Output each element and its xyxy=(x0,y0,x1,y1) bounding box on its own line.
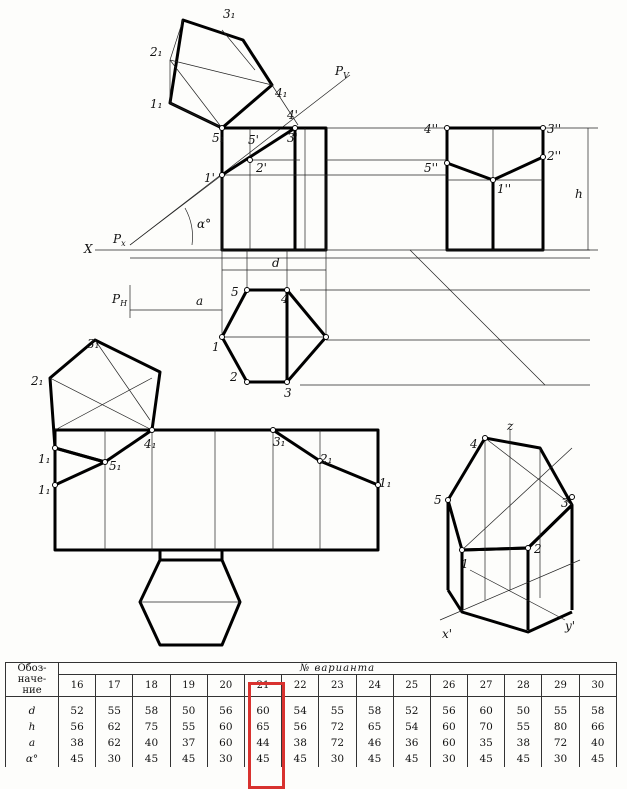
svg-text:3: 3 xyxy=(561,496,569,510)
svg-text:1'': 1'' xyxy=(497,182,512,196)
svg-text:2₁: 2₁ xyxy=(150,45,163,59)
value-cell: 45 xyxy=(282,751,319,767)
value-cell: 55 xyxy=(170,719,207,735)
row-symbol-cell: h xyxy=(6,719,59,735)
value-cell: 46 xyxy=(356,735,393,751)
svg-text:4₁: 4₁ xyxy=(275,86,288,100)
svg-text:2: 2 xyxy=(534,542,542,556)
z-label: z xyxy=(507,419,514,433)
value-cell: 62 xyxy=(96,735,133,751)
value-cell: 55 xyxy=(542,697,579,720)
variant-number-cell: 27 xyxy=(468,675,505,697)
svg-text:4'': 4'' xyxy=(424,122,439,136)
svg-text:2: 2 xyxy=(230,370,238,384)
value-cell: 30 xyxy=(430,751,467,767)
svg-text:5₁: 5₁ xyxy=(109,459,122,473)
value-cell: 56 xyxy=(282,719,319,735)
table-row xyxy=(6,697,617,720)
projection-lines xyxy=(95,128,590,385)
variant-number-cell: 30 xyxy=(579,675,616,697)
value-cell: 45 xyxy=(579,751,616,767)
svg-text:2': 2' xyxy=(256,161,267,175)
variant-number-cell: 29 xyxy=(542,675,579,697)
value-cell: 45 xyxy=(59,751,96,767)
value-cell: 62 xyxy=(96,719,133,735)
value-cell: 38 xyxy=(59,735,96,751)
y-prime-label: y' xyxy=(565,619,576,633)
svg-text:1₁: 1₁ xyxy=(150,97,163,111)
value-cell: 55 xyxy=(505,719,542,735)
value-cell: 56 xyxy=(59,719,96,735)
svg-text:1₁: 1₁ xyxy=(38,452,51,466)
svg-text:1: 1 xyxy=(212,340,220,354)
value-cell: 60 xyxy=(430,719,467,735)
rotated-section-view xyxy=(130,20,350,245)
value-cell: 45 xyxy=(356,751,393,767)
value-cell: 50 xyxy=(170,697,207,720)
svg-text:3'': 3'' xyxy=(547,122,562,136)
value-cell: 60 xyxy=(468,697,505,720)
value-cell: 35 xyxy=(468,735,505,751)
value-cell: 60 xyxy=(207,719,244,735)
value-cell: 58 xyxy=(356,697,393,720)
table-row xyxy=(6,719,617,735)
svg-text:5: 5 xyxy=(231,285,239,299)
variants-table xyxy=(5,662,617,767)
variant-number-cell: 22 xyxy=(282,675,319,697)
drawing-labels xyxy=(30,7,583,641)
value-cell: 38 xyxy=(505,735,542,751)
svg-text:4': 4' xyxy=(287,108,298,122)
row-symbol-cell: a xyxy=(6,735,59,751)
value-cell: 37 xyxy=(170,735,207,751)
ph-label: $P_H$ xyxy=(112,292,128,308)
variant-number-cell: 16 xyxy=(59,675,96,697)
variant-number-cell: 23 xyxy=(319,675,356,697)
variant-number-cell: 25 xyxy=(393,675,430,697)
value-cell: 38 xyxy=(282,735,319,751)
value-cell: 54 xyxy=(393,719,430,735)
value-cell: 45 xyxy=(133,751,170,767)
alpha-label: α° xyxy=(197,217,212,231)
designation-header-cell: Обоз- наче- ние xyxy=(6,663,59,697)
d-label: d xyxy=(272,256,280,270)
svg-text:5₁: 5₁ xyxy=(212,131,225,145)
variant-numbers-row xyxy=(6,675,617,697)
value-cell: 50 xyxy=(505,697,542,720)
svg-text:3₁: 3₁ xyxy=(223,7,236,21)
development xyxy=(50,340,378,645)
value-cell: 58 xyxy=(579,697,616,720)
svg-text:3: 3 xyxy=(284,386,292,400)
value-cell: 66 xyxy=(579,719,616,735)
variant-number-header: № варианта xyxy=(59,663,617,675)
value-cell: 55 xyxy=(319,697,356,720)
value-cell: 30 xyxy=(207,751,244,767)
value-cell: 60 xyxy=(207,735,244,751)
row-symbol-cell: α° xyxy=(6,751,59,767)
value-cell: 60 xyxy=(244,697,281,720)
value-cell: 70 xyxy=(468,719,505,735)
front-view xyxy=(222,128,326,250)
svg-text:1₁: 1₁ xyxy=(38,483,51,497)
x-prime-label: x' xyxy=(442,627,453,641)
svg-text:5': 5' xyxy=(248,133,259,147)
svg-text:2₁: 2₁ xyxy=(320,452,333,466)
value-cell: 52 xyxy=(59,697,96,720)
value-cell: 44 xyxy=(244,735,281,751)
value-cell: 54 xyxy=(282,697,319,720)
svg-text:1': 1' xyxy=(204,171,215,185)
value-cell: 40 xyxy=(133,735,170,751)
value-cell: 30 xyxy=(96,751,133,767)
value-cell: 56 xyxy=(430,697,467,720)
plan-view-hexagon xyxy=(222,290,326,382)
value-cell: 72 xyxy=(319,719,356,735)
variant-number-cell: 28 xyxy=(505,675,542,697)
value-cell: 30 xyxy=(319,751,356,767)
value-cell: 45 xyxy=(468,751,505,767)
table-row xyxy=(6,751,617,767)
value-cell: 45 xyxy=(244,751,281,767)
value-cell: 75 xyxy=(133,719,170,735)
svg-text:3₁: 3₁ xyxy=(87,337,100,351)
svg-text:4: 4 xyxy=(470,437,478,451)
a-label: a xyxy=(196,294,204,308)
pv-label: $P_V$ xyxy=(335,64,349,80)
value-cell: 65 xyxy=(356,719,393,735)
variant-number-cell: 20 xyxy=(207,675,244,697)
value-cell: 45 xyxy=(170,751,207,767)
value-cell: 60 xyxy=(430,735,467,751)
variant-number-cell: 18 xyxy=(133,675,170,697)
svg-text:2'': 2'' xyxy=(547,149,562,163)
value-cell: 72 xyxy=(542,735,579,751)
value-cell: 36 xyxy=(393,735,430,751)
svg-text:3': 3' xyxy=(287,131,298,145)
svg-text:1₁: 1₁ xyxy=(379,476,392,490)
value-cell: 45 xyxy=(505,751,542,767)
variant-number-cell: 17 xyxy=(96,675,133,697)
variant-number-cell: 24 xyxy=(356,675,393,697)
x-axis-label: X xyxy=(84,242,93,256)
svg-text:1: 1 xyxy=(461,557,469,571)
svg-text:5'': 5'' xyxy=(424,161,439,175)
svg-text:2₁: 2₁ xyxy=(31,374,44,388)
value-cell: 45 xyxy=(393,751,430,767)
isometric-view xyxy=(440,430,580,632)
variant-number-cell: 19 xyxy=(170,675,207,697)
value-cell: 72 xyxy=(319,735,356,751)
value-cell: 65 xyxy=(244,719,281,735)
value-cell: 80 xyxy=(542,719,579,735)
svg-text:3₁: 3₁ xyxy=(273,435,286,449)
table-header-row xyxy=(6,663,617,675)
value-cell: 56 xyxy=(207,697,244,720)
variant-number-cell: 26 xyxy=(430,675,467,697)
value-cell: 58 xyxy=(133,697,170,720)
svg-text:5: 5 xyxy=(434,493,442,507)
table-row xyxy=(6,735,617,751)
px-label: $P_x$ xyxy=(113,232,126,248)
highlight-variant-22 xyxy=(248,682,285,789)
value-cell: 52 xyxy=(393,697,430,720)
h-label: h xyxy=(575,187,583,201)
row-symbol-cell: d xyxy=(6,697,59,720)
value-cell: 55 xyxy=(96,697,133,720)
svg-text:4₁: 4₁ xyxy=(144,437,157,451)
value-cell: 30 xyxy=(542,751,579,767)
svg-text:4: 4 xyxy=(281,292,289,306)
variant-number-cell: 21 xyxy=(244,675,281,697)
value-cell: 40 xyxy=(579,735,616,751)
